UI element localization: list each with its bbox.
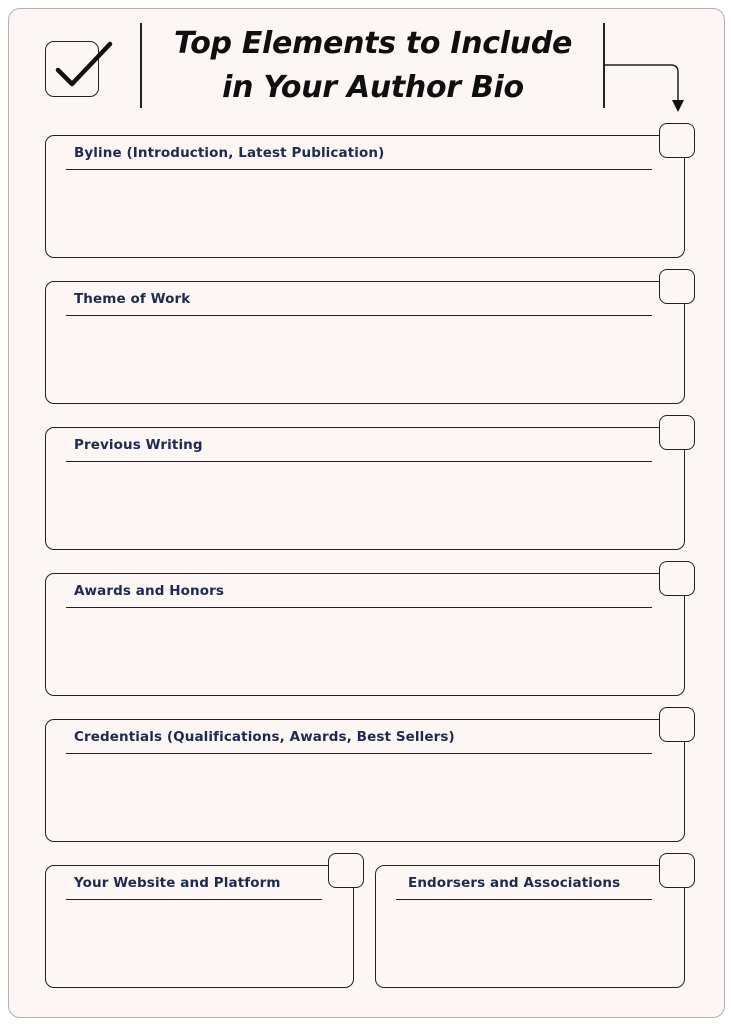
section-label-theme-of-work: Theme of Work — [74, 291, 191, 307]
page-title-line-1: Top Elements to Include — [173, 26, 573, 61]
section-checkbox-previous-writing[interactable] — [659, 415, 695, 450]
section-card-awards-and-honors[interactable] — [45, 573, 685, 696]
section-checkbox-endorsers-and-associations[interactable] — [659, 853, 695, 888]
page-title-line-2: in Your Author Bio — [222, 70, 524, 105]
section-card-credentials[interactable] — [45, 719, 685, 842]
section-card-previous-writing[interactable] — [45, 427, 685, 550]
checkmark-icon — [45, 38, 120, 98]
section-rule — [66, 315, 652, 316]
section-label-previous-writing: Previous Writing — [74, 437, 203, 453]
section-rule — [66, 753, 652, 754]
section-card-theme-of-work[interactable] — [45, 281, 685, 404]
section-rule — [66, 899, 322, 900]
section-card-byline[interactable] — [45, 135, 685, 258]
section-label-awards-and-honors: Awards and Honors — [74, 583, 225, 599]
section-rule — [66, 607, 652, 608]
section-label-credentials: Credentials (Qualifications, Awards, Best Sellers) — [74, 729, 455, 745]
section-label-endorsers-and-associations: Endorsers and Associations — [408, 875, 621, 891]
page-title — [150, 22, 596, 112]
section-checkbox-byline[interactable] — [659, 123, 695, 158]
section-label-website-and-platform: Your Website and Platform — [74, 875, 281, 891]
section-rule — [66, 461, 652, 462]
section-checkbox-credentials[interactable] — [659, 707, 695, 742]
section-checkbox-awards-and-honors[interactable] — [659, 561, 695, 596]
section-card-endorsers-and-associations[interactable] — [375, 865, 685, 988]
section-card-website-and-platform[interactable] — [45, 865, 354, 988]
title-divider-left — [140, 23, 142, 108]
section-label-byline: Byline (Introduction, Latest Publication) — [74, 145, 385, 161]
section-rule — [66, 169, 652, 170]
arrow-down-icon — [600, 60, 690, 120]
section-rule — [396, 899, 652, 900]
section-checkbox-theme-of-work[interactable] — [659, 269, 695, 304]
section-checkbox-website-and-platform[interactable] — [328, 853, 364, 888]
